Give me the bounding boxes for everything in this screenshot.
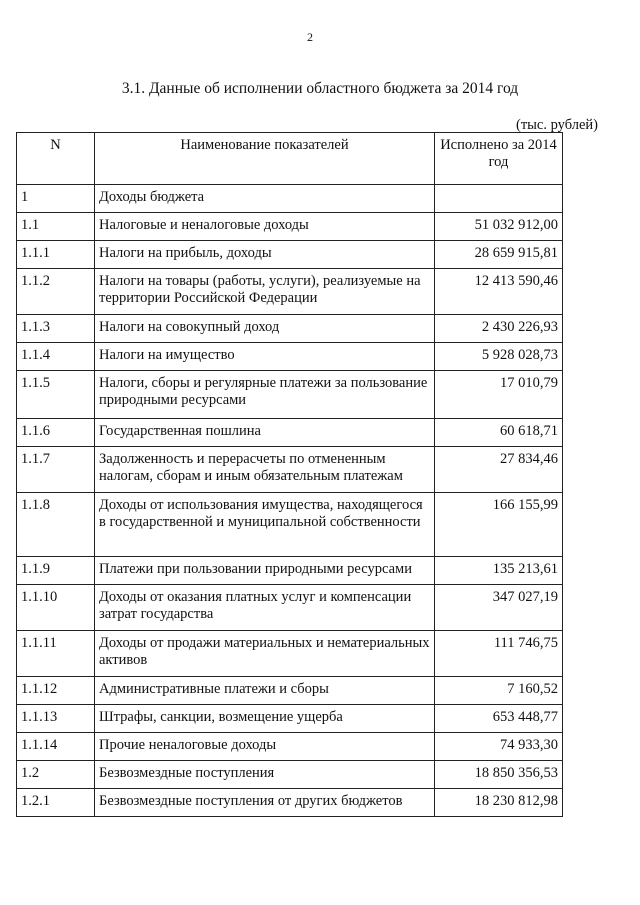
table-header-row [17,133,563,185]
row-name: Налоги на прибыль, доходы [95,241,435,269]
row-name: Административные платежи и сборы [95,677,435,705]
row-value: 18 230 812,98 [435,789,563,817]
row-name: Задолженность и перерасчеты по отмененным налогам, сборам и иным обязательным платежам [95,447,435,493]
header-name: Наименование показателей [95,133,435,185]
row-num: 1.1.8 [17,493,95,557]
row-num: 1.1.9 [17,557,95,585]
row-num: 1.1.14 [17,733,95,761]
row-name: Доходы бюджета [95,185,435,213]
row-value: 60 618,71 [435,419,563,447]
row-num: 1.2.1 [17,789,95,817]
row-value: 7 160,52 [435,677,563,705]
row-name: Государственная пошлина [95,419,435,447]
row-num: 1.1.7 [17,447,95,493]
row-num: 1.1.12 [17,677,95,705]
row-value: 18 850 356,53 [435,761,563,789]
row-num: 1.1 [17,213,95,241]
row-name: Налоги на товары (работы, услуги), реализуемые на территории Российской Федерации [95,269,435,315]
document-title: 3.1. Данные об исполнении областного бюджета за 2014 год [121,80,519,97]
row-value: 2 430 226,93 [435,315,563,343]
table-row [17,705,563,733]
row-value: 166 155,99 [435,493,563,557]
table-row [17,585,563,631]
row-value [435,185,563,213]
row-value: 12 413 590,46 [435,269,563,315]
row-name: Налоговые и неналоговые доходы [95,213,435,241]
table-row [17,185,563,213]
row-name: Безвозмездные поступления от других бюджетов [95,789,435,817]
row-value: 111 746,75 [435,631,563,677]
row-name: Налоги на совокупный доход [95,315,435,343]
row-value: 5 928 028,73 [435,343,563,371]
row-value: 17 010,79 [435,371,563,419]
row-value: 51 032 912,00 [435,213,563,241]
table-row [17,789,563,817]
row-num: 1.1.11 [17,631,95,677]
table-row [17,371,563,419]
row-name: Платежи при пользовании природными ресурсами [95,557,435,585]
row-name: Безвозмездные поступления [95,761,435,789]
table-row [17,761,563,789]
row-name: Прочие неналоговые доходы [95,733,435,761]
table-row [17,557,563,585]
table-row [17,269,563,315]
row-value: 347 027,19 [435,585,563,631]
row-value: 28 659 915,81 [435,241,563,269]
row-name: Штрафы, санкции, возмещение ущерба [95,705,435,733]
row-num: 1.1.2 [17,269,95,315]
table-row [17,447,563,493]
table-row [17,733,563,761]
table-row [17,213,563,241]
row-value: 27 834,46 [435,447,563,493]
table-row [17,677,563,705]
row-value: 653 448,77 [435,705,563,733]
row-value: 74 933,30 [435,733,563,761]
row-num: 1.1.6 [17,419,95,447]
table-row [17,493,563,557]
row-name: Налоги, сборы и регулярные платежи за пользование природными ресурсами [95,371,435,419]
row-num: 1.1.1 [17,241,95,269]
row-num: 1 [17,185,95,213]
row-name: Доходы от использования имущества, находящегося в государственной и муниципальной собственности [95,493,435,557]
budget-table [16,132,563,817]
row-name: Налоги на имущество [95,343,435,371]
row-value: 135 213,61 [435,557,563,585]
header-num: N [17,133,95,185]
row-num: 1.1.3 [17,315,95,343]
row-num: 1.2 [17,761,95,789]
row-name: Доходы от продажи материальных и нематериальных активов [95,631,435,677]
table-row [17,631,563,677]
table-row [17,241,563,269]
row-num: 1.1.10 [17,585,95,631]
table-row [17,419,563,447]
table-row [17,343,563,371]
page-number: 2 [307,30,313,44]
units-note: (тыс. рублей) [516,117,598,133]
row-num: 1.1.5 [17,371,95,419]
row-num: 1.1.4 [17,343,95,371]
header-value: Исполнено за 2014 год [435,133,563,185]
row-num: 1.1.13 [17,705,95,733]
row-name: Доходы от оказания платных услуг и компенсации затрат государства [95,585,435,631]
table-row [17,315,563,343]
